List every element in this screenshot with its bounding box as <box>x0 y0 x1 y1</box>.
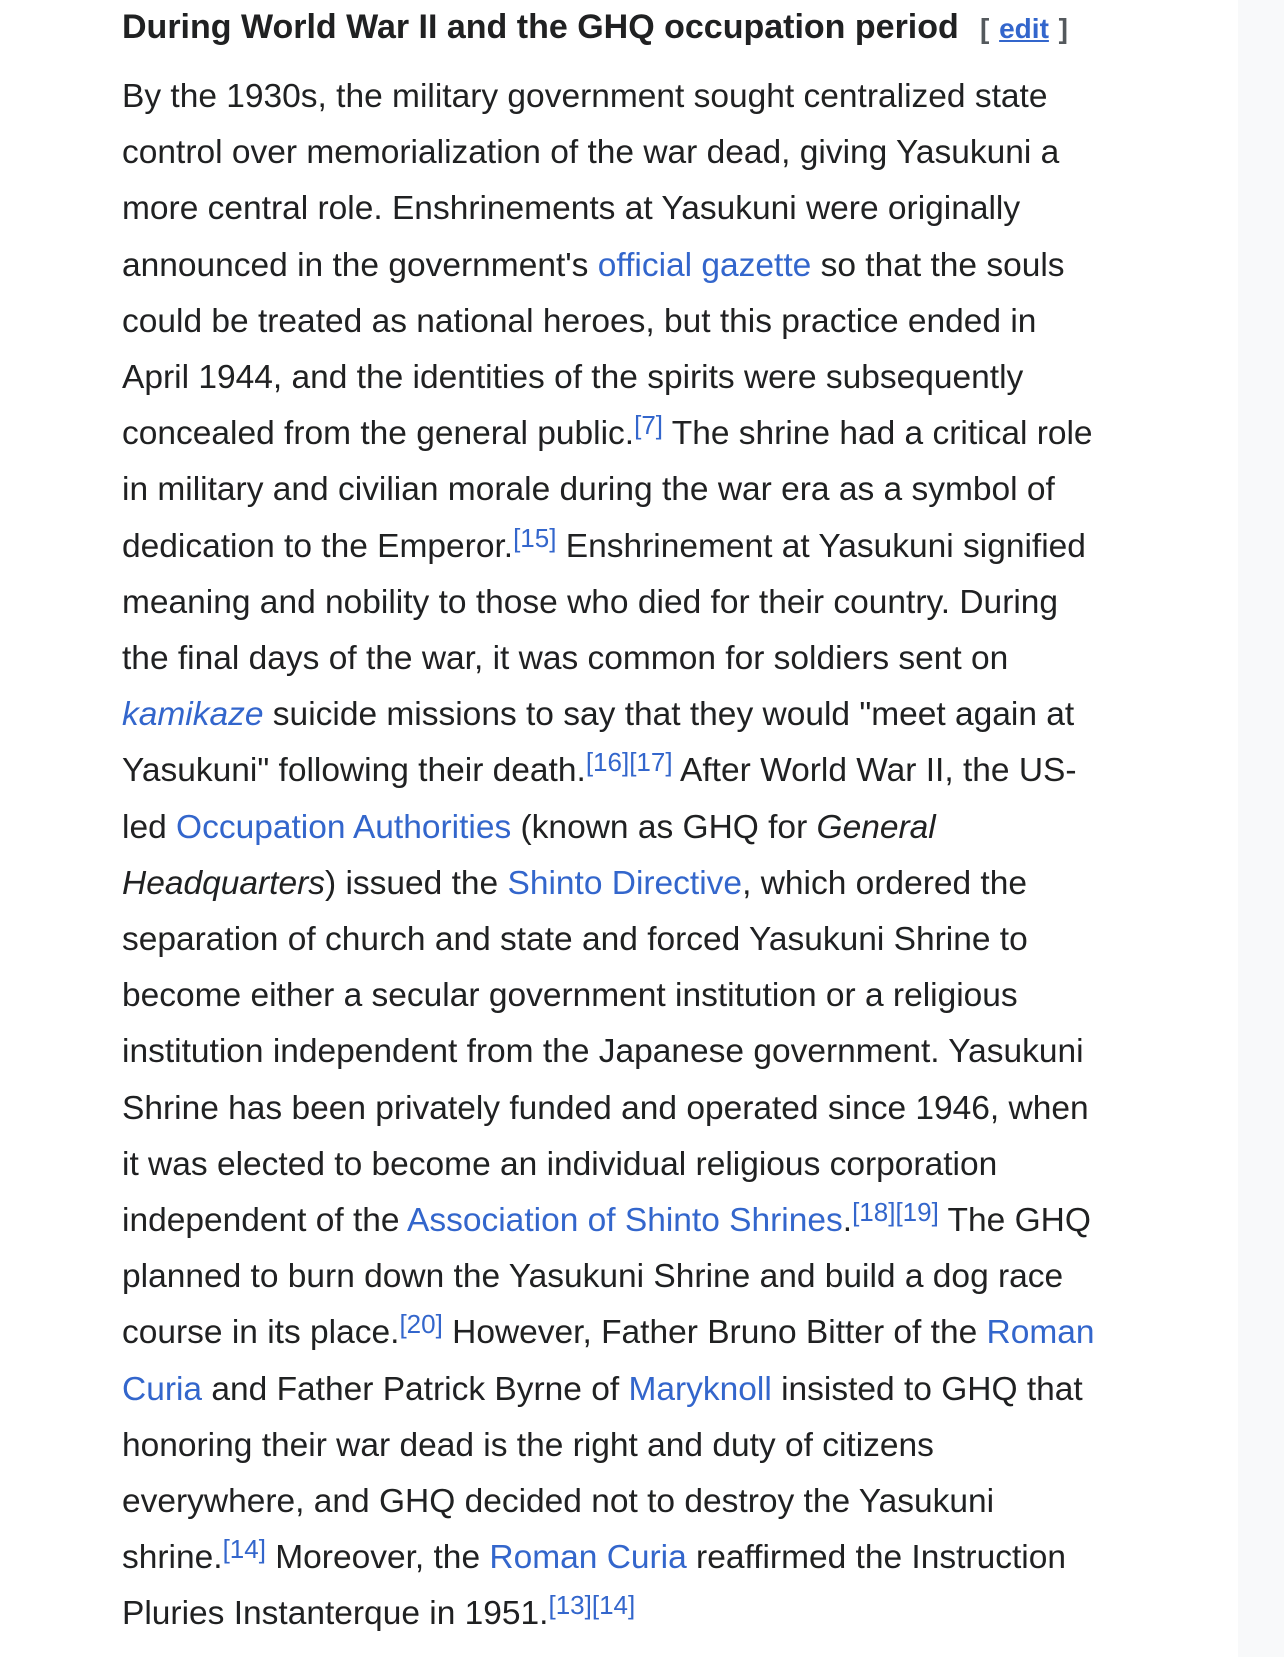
paragraph-line <box>122 1530 1177 1586</box>
paragraph-line <box>122 125 1177 181</box>
paragraph-line <box>122 1474 1177 1530</box>
text-run: institution independent from the Japanese government. Yasukuni <box>122 1033 1084 1071</box>
text-run: , which ordered the <box>742 864 1027 902</box>
link-roman-curia[interactable]: Roman <box>986 1314 1095 1352</box>
text-run: . <box>842 1202 853 1240</box>
text-run: in military and civilian morale during the war era as a symbol of <box>122 471 1055 509</box>
text-run: Shrine has been privately funded and operated since 1946, when <box>122 1089 1089 1127</box>
text-run: shrine. <box>122 1539 223 1577</box>
citation-ref <box>592 1590 635 1620</box>
text-run: become either a secular government institution or a religious <box>122 977 1018 1015</box>
paragraph-line <box>122 1305 1177 1361</box>
citation-link[interactable]: [17] <box>629 747 673 778</box>
text-run: led <box>122 808 177 846</box>
text-run: (known as GHQ for <box>511 808 817 846</box>
paragraph-line <box>122 294 1177 350</box>
citation-link[interactable]: [13] <box>548 1590 592 1621</box>
paragraph-line <box>122 687 1177 743</box>
citation-ref <box>629 747 672 777</box>
text-run: planned to burn down the Yasukuni Shrine and build a dog race <box>122 1258 1064 1296</box>
paragraph-line <box>122 1193 1177 1249</box>
citation-link[interactable]: [7] <box>634 410 664 441</box>
link-shinto-directive[interactable]: Shinto Directive <box>507 864 743 902</box>
link-kamikaze[interactable]: kamikaze <box>122 696 264 734</box>
paragraph-line <box>122 1362 1177 1418</box>
text-run: Enshrinement at Yasukuni signified <box>556 527 1086 565</box>
paragraph-line <box>122 1418 1177 1474</box>
citation-ref <box>513 523 556 553</box>
text-run: The shrine had a critical role <box>663 415 1093 453</box>
text-run: The GHQ <box>938 1202 1091 1240</box>
citation-ref <box>895 1197 938 1227</box>
citation-ref <box>586 747 629 777</box>
citation-ref <box>634 410 663 440</box>
text-run: dedication to the Emperor. <box>122 527 514 565</box>
paragraph-line <box>122 181 1177 237</box>
citation-link[interactable]: [19] <box>895 1197 939 1228</box>
paragraph-line <box>122 69 1177 125</box>
text-run: reaffirmed the Instruction <box>686 1539 1066 1577</box>
link-association-of-shinto-shrines[interactable]: Association of Shinto Shrines <box>407 1202 843 1240</box>
edit-link[interactable]: edit <box>999 13 1049 44</box>
paragraph-line <box>122 519 1177 575</box>
paragraph-line <box>122 1137 1177 1193</box>
citation-ref <box>223 1534 266 1564</box>
section-title: During World War II and the GHQ occupation period <box>122 8 959 46</box>
edit-section <box>980 13 1068 44</box>
paragraph-line <box>122 1249 1177 1305</box>
edit-open-bracket: [ <box>980 13 990 44</box>
text-run: and Father Patrick Byrne of <box>202 1370 629 1408</box>
paragraph-line <box>122 743 1177 799</box>
text-run: Pluries Instanterque in 1951. <box>122 1595 549 1633</box>
right-gutter <box>1238 0 1284 1657</box>
text-run: the final days of the war, it was common for soldiers sent on <box>122 640 1009 678</box>
text-run: could be treated as national heroes, but this practice ended in <box>122 302 1037 340</box>
citation-link[interactable]: [14] <box>591 1590 636 1621</box>
section-paragraph <box>122 69 1177 1643</box>
link-roman-curia[interactable]: Curia <box>122 1370 203 1408</box>
text-run: so that the souls <box>811 246 1065 284</box>
paragraph-line <box>122 800 1177 856</box>
paragraph-line <box>122 462 1177 518</box>
text-run: separation of church and state and forced Yasukuni Shrine to <box>122 921 1028 959</box>
paragraph-line <box>122 631 1177 687</box>
text-run: everywhere, and GHQ decided not to destroy the Yasukuni <box>122 1483 995 1521</box>
citation-link[interactable]: [18] <box>852 1197 896 1228</box>
italic-text: Headquarters <box>122 864 325 902</box>
paragraph-line <box>122 912 1177 968</box>
link-occupation-authorities[interactable]: Occupation Authorities <box>176 808 512 846</box>
paragraph-line <box>122 1081 1177 1137</box>
citation-link[interactable]: [15] <box>513 522 557 553</box>
paragraph-line <box>122 856 1177 912</box>
paragraph-line <box>122 350 1177 406</box>
text-run: After World War II, the US- <box>672 752 1077 790</box>
link-maryknoll[interactable]: Maryknoll <box>628 1370 772 1408</box>
text-run: meaning and nobility to those who died for their country. During <box>122 583 1059 621</box>
text-run: ) issued the <box>324 864 508 902</box>
text-run: announced in the government's <box>122 246 598 284</box>
citation-link[interactable]: [20] <box>399 1309 443 1340</box>
text-run: it was elected to become an individual religious corporation <box>122 1145 998 1183</box>
text-run: suicide missions to say that they would "meet again at <box>263 696 1075 734</box>
text-run: By the 1930s, the military government sought centralized state <box>122 78 1048 115</box>
text-run: Yasukuni" following their death. <box>122 752 586 790</box>
link-official-gazette[interactable]: official gazette <box>597 246 812 284</box>
paragraph-line <box>122 1024 1177 1080</box>
text-run: course in its place. <box>122 1314 400 1352</box>
paragraph-line <box>122 238 1177 294</box>
text-run: April 1944, and the identities of the spirits were subsequently <box>122 359 1024 397</box>
text-run: concealed from the general public. <box>122 415 635 453</box>
citation-link[interactable]: [16] <box>585 747 630 778</box>
text-run: independent of the <box>122 1202 408 1240</box>
text-run: However, Father Bruno Bitter of the <box>442 1314 987 1352</box>
paragraph-line <box>122 968 1177 1024</box>
paragraph-line <box>122 575 1177 631</box>
citation-ref <box>399 1309 442 1339</box>
section-heading <box>122 8 1068 47</box>
citation-link[interactable]: [14] <box>222 1534 266 1565</box>
italic-text: General <box>816 808 936 846</box>
text-run: honoring their war dead is the right and duty of citizens <box>122 1426 934 1464</box>
paragraph-line <box>122 1586 1177 1642</box>
citation-ref <box>852 1197 895 1227</box>
text-run: Moreover, the <box>265 1539 490 1577</box>
citation-ref <box>548 1590 591 1620</box>
text-run: control over memorialization of the war dead, giving Yasukuni a <box>122 134 1060 172</box>
paragraph-line <box>122 406 1177 462</box>
edit-close-bracket: ] <box>1058 13 1068 44</box>
text-run: insisted to GHQ that <box>771 1370 1083 1408</box>
link-roman-curia-2[interactable]: Roman Curia <box>489 1539 687 1577</box>
text-run: more central role. Enshrinements at Yasukuni were originally <box>122 190 1021 228</box>
